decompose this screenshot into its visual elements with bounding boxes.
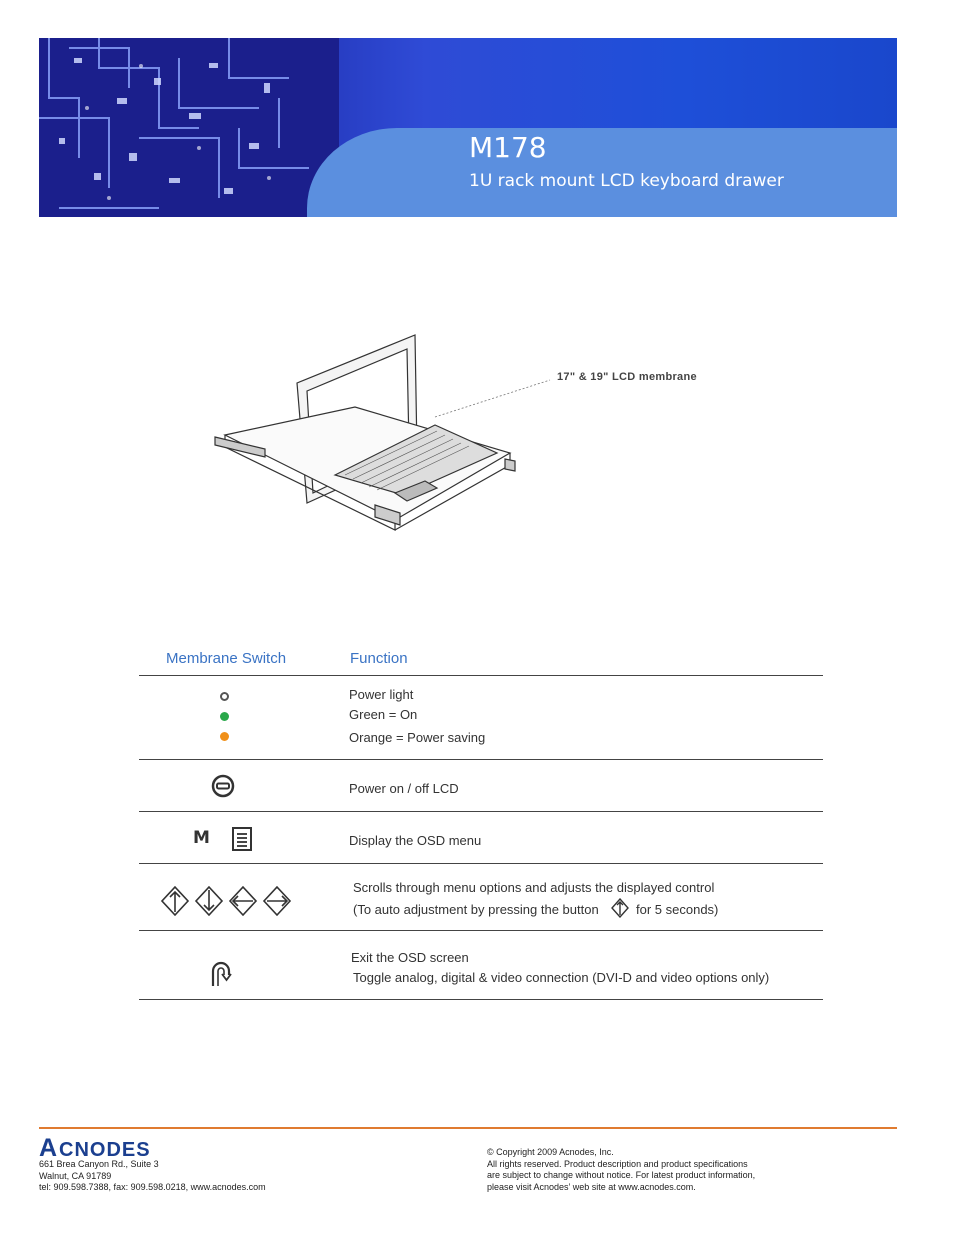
function-text: for 5 seconds) [636,902,719,917]
table-row [139,811,823,864]
exit-icon-cell [139,931,309,999]
contact-line: tel: 909.598.7388, fax: 909.598.0218, www.acnodes.com [39,1182,266,1192]
function-text: Power on / off LCD [349,781,459,796]
function-text: Scrolls through menu options and adjusts the displayed control [353,880,715,895]
copyright-line: please visit Acnodes’ web site at www.acnodes.com. [487,1181,696,1192]
copyright-notice [487,1147,859,1193]
m-key-icon: M [193,828,210,848]
address-line: Walnut, CA 91789 [39,1170,112,1181]
power-light-icon [220,692,229,701]
function-text: Exit the OSD screen [351,950,469,965]
column-header-function: Function [350,650,408,667]
function-text: Orange = Power saving [349,730,486,745]
up-arrow-inline-icon [611,898,629,918]
table-row [139,930,823,1000]
arrow-keys-icon [161,886,295,916]
function-text: Power light [349,687,414,702]
power-icon [211,774,235,798]
logo-rest: CNODES [59,1139,151,1159]
function-text: Green = On [349,707,418,722]
company-address [39,1159,266,1194]
membrane-callout: 17" & 19" LCD membrane [557,371,697,383]
menu-icons [139,812,309,864]
table-row [139,759,823,812]
status-led-icons [139,676,309,760]
copyright-line: All rights reserved. Product description and product specifications [487,1158,748,1169]
column-header-switch: Membrane Switch [166,650,287,667]
menu-icon [231,826,253,852]
circuit-board-image [39,38,339,217]
address-line: 661 Brea Canyon Rd., Suite 3 [39,1159,159,1169]
copyright-line: © Copyright 2009 Acnodes, Inc. [487,1147,614,1157]
logo-initial: A [39,1134,58,1159]
lcd-drawer-illustration [205,325,745,535]
table-row [139,863,823,931]
power-icon-cell [139,760,309,812]
orange-led-icon [220,732,229,741]
acnodes-logo [39,1133,199,1159]
table-row [139,675,823,760]
function-text: (To auto adjustment by pressing the button [353,902,599,917]
arrow-icons [139,864,309,931]
green-led-icon [220,712,229,721]
exit-icon [209,959,235,987]
copyright-line: are subject to change without notice. For latest product information, [487,1170,756,1180]
footer-divider [39,1127,897,1129]
function-text: Display the OSD menu [349,833,482,848]
page-title: M178 [469,131,547,164]
function-text: Toggle analog, digital & video connection (DVI-D and video options only) [353,970,770,985]
page-subtitle: 1U rack mount LCD keyboard drawer [469,171,784,191]
